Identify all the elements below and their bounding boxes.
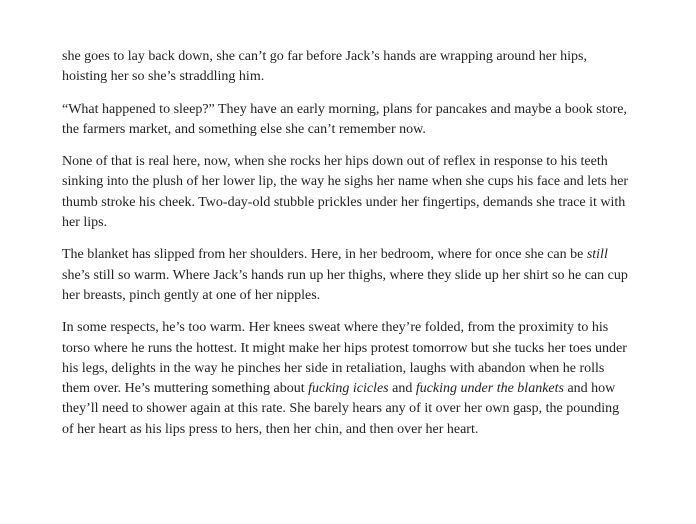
paragraph-4 bbox=[62, 245, 634, 306]
paragraph-2 bbox=[62, 100, 634, 141]
paragraph-text: None of that is real here, now, when she rocks her hips down out of reflex in response to his teeth sinking into the plush of her lower lip, the way he sighs her name when she cups his face and lets her thumb stroke his cheek. Two-day-old stubble prickles under her fingertips, demands she trace it with her lips. bbox=[62, 154, 629, 231]
italic-emphasis: fucking under the blankets bbox=[415, 381, 564, 397]
paragraph-5 bbox=[62, 318, 634, 440]
paragraph-text: she goes to lay back down, she can’t go far before Jack’s hands are wrapping around her hips, hoisting her so she’s straddling him. bbox=[62, 49, 587, 85]
document-body bbox=[62, 47, 634, 440]
paragraph-text: In some respects, he’s too warm. Her knees sweat where they’re folded, from the proximity to his torso where he runs the hottest. It might make her hips protest tomorrow but she tucks her toes under his legs, delights in the way he pinches her side in retaliation, laughs with abandon when he rolls them over. He’s muttering something about bbox=[62, 320, 627, 397]
italic-emphasis: still bbox=[586, 247, 608, 263]
paragraph-text: The blanket has slipped from her shoulders. Here, in her bedroom, where for once she can be bbox=[62, 247, 587, 263]
paragraph-text: and bbox=[388, 381, 416, 397]
italic-emphasis: fucking icicles bbox=[308, 381, 389, 397]
paragraph-3 bbox=[62, 152, 634, 233]
paragraph-1 bbox=[62, 47, 634, 88]
paragraph-text: and how they’ll need to shower again at this rate. She barely hears any of it over her own gasp, the pounding of her heart as his lips press to hers, then her chin, and then over her heart. bbox=[62, 381, 620, 437]
paragraph-text: “What happened to sleep?” They have an early morning, plans for pancakes and maybe a book store, the farmers market, and something else she can’t remember now. bbox=[62, 101, 627, 137]
paragraph-text: she’s still so warm. Where Jack’s hands run up her thighs, where they slide up her shirt so he can cup her breasts, pinch gently at one of her nipples. bbox=[62, 267, 628, 303]
